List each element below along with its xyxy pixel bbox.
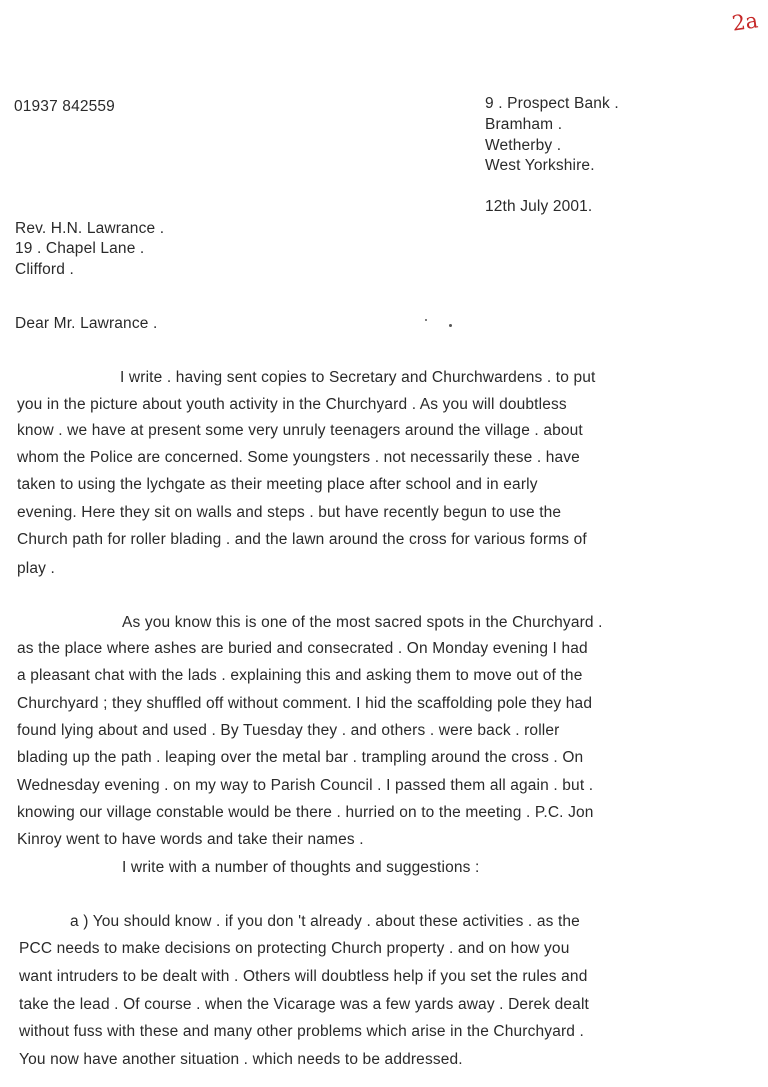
letter-date: 12th July 2001. [485,198,593,215]
body-line: a pleasant chat with the lads . explaining this and asking them to move out of the [17,667,583,684]
body-line: evening. Here they sit on walls and steps . but have recently begun to use the [17,504,562,521]
salutation: Dear Mr. Lawrance . [15,315,158,332]
body-line: know . we have at present some very unruly teenagers around the village . about [17,422,583,439]
recipient-line: Clifford . [15,261,74,278]
body-line: I write . having sent copies to Secretary and Churchwardens . to put [120,369,596,386]
body-line: Wednesday evening . on my way to Parish Council . I passed them all again . but . [17,777,594,794]
sender-address-line: West Yorkshire. [485,157,595,174]
body-line: blading up the path . leaping over the metal bar . trampling around the cross . On [17,749,584,766]
body-line: take the lead . Of course . when the Vicarage was a few yards away . Derek dealt [19,996,590,1013]
body-line: found lying about and used . By Tuesday they . and others . were back . roller [17,722,560,739]
body-line: I write with a number of thoughts and suggestions : [122,859,480,876]
body-line: Kinroy went to have words and take their names . [17,831,364,848]
sender-address-line: 9 . Prospect Bank . [485,95,619,112]
body-line: as the place where ashes are buried and consecrated . On Monday evening I had [17,640,588,657]
body-line: without fuss with these and many other problems which arise in the Churchyard . [19,1023,584,1040]
body-line: play . [17,560,55,577]
page-number-mark: 2a [730,8,760,36]
body-line: whom the Police are concerned. Some youngsters . not necessarily these . have [17,449,580,466]
recipient-line: Rev. H.N. Lawrance . [15,220,165,237]
sender-address-line: Bramham . [485,116,563,133]
body-line: You now have another situation . which needs to be addressed. [19,1051,463,1068]
body-line: taken to using the lychgate as their meeting place after school and in early [17,476,538,493]
body-line: Churchyard ; they shuffled off without comment. I hid the scaffolding pole they had [17,695,593,712]
sender-address-line: Wetherby . [485,137,562,154]
body-line: PCC needs to make decisions on protecting Church property . and on how you [19,940,570,957]
body-line: As you know this is one of the most sacred spots in the Churchyard . [122,614,603,631]
phone-number: 01937 842559 [14,98,115,115]
body-line: Church path for roller blading . and the lawn around the cross for various forms of [17,531,587,548]
body-line: want intruders to be dealt with . Others will doubtless help if you set the rules and [19,968,588,985]
body-line: a ) You should know . if you don 't already . about these activities . as the [70,913,580,930]
stray-mark [449,324,452,327]
body-line: knowing our village constable would be there . hurried on to the meeting . P.C. Jon [17,804,594,821]
body-line: you in the picture about youth activity in the Churchyard . As you will doubtless [17,396,567,413]
stray-mark [425,319,427,321]
recipient-line: 19 . Chapel Lane . [15,240,145,257]
